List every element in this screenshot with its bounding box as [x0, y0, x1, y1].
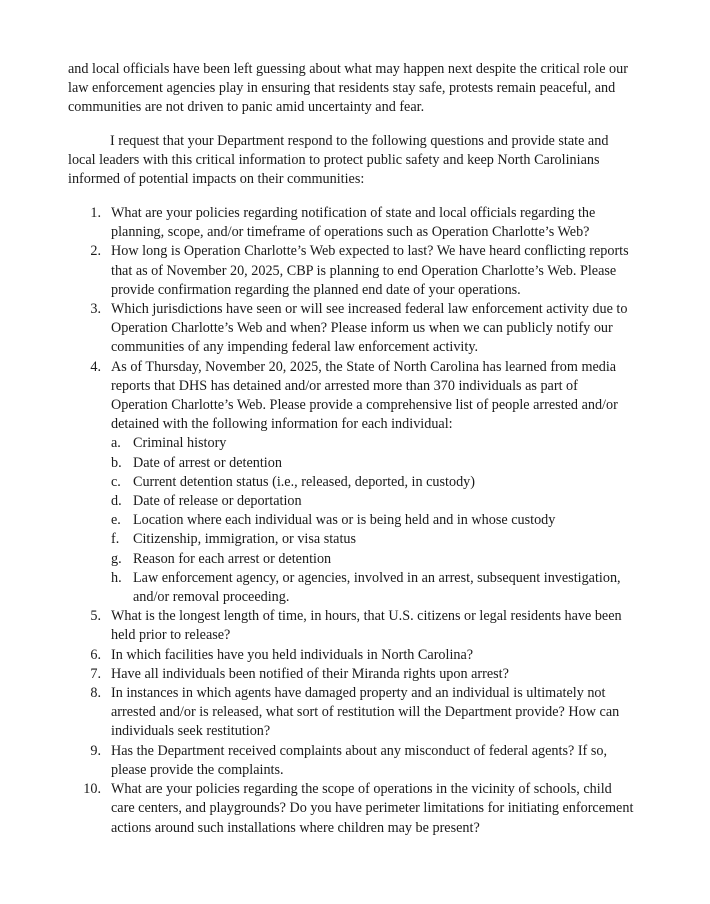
- item-text: Have all individuals been notified of their Miranda rights upon arrest?: [111, 665, 509, 682]
- sub-item-text: Current detention status (i.e., released, deported, in custody): [133, 473, 475, 490]
- questions-list: [68, 204, 636, 838]
- item-number: 8.: [90, 685, 101, 702]
- sub-item-text: Date of release or deportation: [133, 493, 302, 510]
- item-number: 4.: [90, 358, 101, 375]
- sub-item-letter: d.: [111, 493, 122, 510]
- item-text: What is the longest length of time, in hours, that U.S. citizens or legal residents have been held prior to release?: [111, 608, 622, 644]
- list-item: [68, 780, 636, 838]
- list-item: [68, 607, 636, 645]
- paragraph-request: I request that your Department respond to the following questions and provide state and local leaders with this critical information to protect public safety and keep North Carolinians informed of potential impacts on their communities:: [68, 133, 609, 188]
- sub-item-text: Criminal history: [133, 435, 227, 452]
- item-number: 9.: [90, 742, 101, 759]
- sub-list-item: [111, 454, 636, 473]
- list-item: [68, 742, 636, 780]
- item-text: Has the Department received complaints about any misconduct of federal agents? If so, please provide the complaints.: [111, 742, 607, 778]
- sub-item-letter: c.: [111, 473, 121, 490]
- item-number: 3.: [90, 301, 101, 318]
- sub-list: [111, 434, 636, 607]
- item-text: What are your policies regarding the scope of operations in the vicinity of schools, child care centers, and playgrounds? Do you have perimeter limitations for initiating enforcement actions around such installations where children may be present?: [111, 781, 634, 836]
- list-item: [68, 300, 636, 358]
- sub-item-letter: b.: [111, 454, 122, 471]
- item-text: Which jurisdictions have seen or will see increased federal law enforcement activity due to Operation Charlotte’s Web and when? Please inform us when we can publicly notify our communities of any impending federal law enforcement activity.: [111, 301, 628, 356]
- paragraph-continuation: and local officials have been left guessing about what may happen next despite the critical role our law enforcement agencies play in ensuring that residents stay safe, protests remain peaceful, and communities are not driven to panic amid uncertainty and fear.: [68, 61, 628, 116]
- item-text: In instances in which agents have damaged property and an individual is ultimately not arrested and/or is released, what sort of restitution will the Department provide? How can individuals seek restitution?: [111, 685, 620, 740]
- item-text: In which facilities have you held individuals in North Carolina?: [111, 646, 474, 663]
- sub-item-letter: f.: [111, 531, 120, 548]
- sub-list-item: [111, 511, 636, 530]
- item-text: How long is Operation Charlotte’s Web expected to last? We have heard conflicting reports that as of November 20, 2025, CBP is planning to end Operation Charlotte’s Web. Please provide confirmation regarding the planned end date of your operations.: [111, 243, 629, 298]
- item-number: 7.: [90, 665, 101, 682]
- sub-item-text: Date of arrest or detention: [133, 454, 282, 471]
- item-text: As of Thursday, November 20, 2025, the State of North Carolina has learned from media reports that DHS has detained and/or arrested more than 370 individuals as part of Operation Charlotte’s Web. Please provide a comprehensive list of people arrested and/or detained with the following information for each individual:: [111, 358, 618, 433]
- sub-list-item: [111, 473, 636, 492]
- list-item: [68, 204, 636, 242]
- sub-list-item: [111, 492, 636, 511]
- sub-item-text: Location where each individual was or is being held and in whose custody: [133, 512, 556, 529]
- item-number: 1.: [90, 205, 101, 221]
- item-number: 10.: [83, 781, 101, 798]
- sub-list-item: [111, 530, 636, 549]
- list-item: [68, 646, 636, 665]
- sub-item-letter: e.: [111, 512, 121, 529]
- sub-item-text: Citizenship, immigration, or visa status: [133, 531, 357, 548]
- sub-item-letter: h.: [111, 569, 122, 586]
- sub-item-text: Reason for each arrest or detention: [133, 550, 332, 567]
- sub-list-item: [111, 550, 636, 569]
- list-item: [68, 684, 636, 742]
- item-text: What are your policies regarding notification of state and local officials regarding the planning, scope, and/or timeframe of operations such as Operation Charlotte’s Web?: [111, 205, 596, 241]
- sub-item-letter: a.: [111, 435, 121, 452]
- sub-list-item: [111, 434, 636, 453]
- sub-list-item: [111, 569, 636, 607]
- sub-item-text: Law enforcement agency, or agencies, involved in an arrest, subsequent investigation, and/or removal proceeding.: [133, 569, 621, 606]
- list-item: [68, 665, 636, 684]
- item-number: 5.: [90, 608, 101, 625]
- list-item: [68, 242, 636, 300]
- item-number: 2.: [90, 243, 101, 260]
- item-number: 6.: [90, 646, 101, 663]
- list-item: [68, 358, 636, 608]
- sub-item-letter: g.: [111, 550, 122, 567]
